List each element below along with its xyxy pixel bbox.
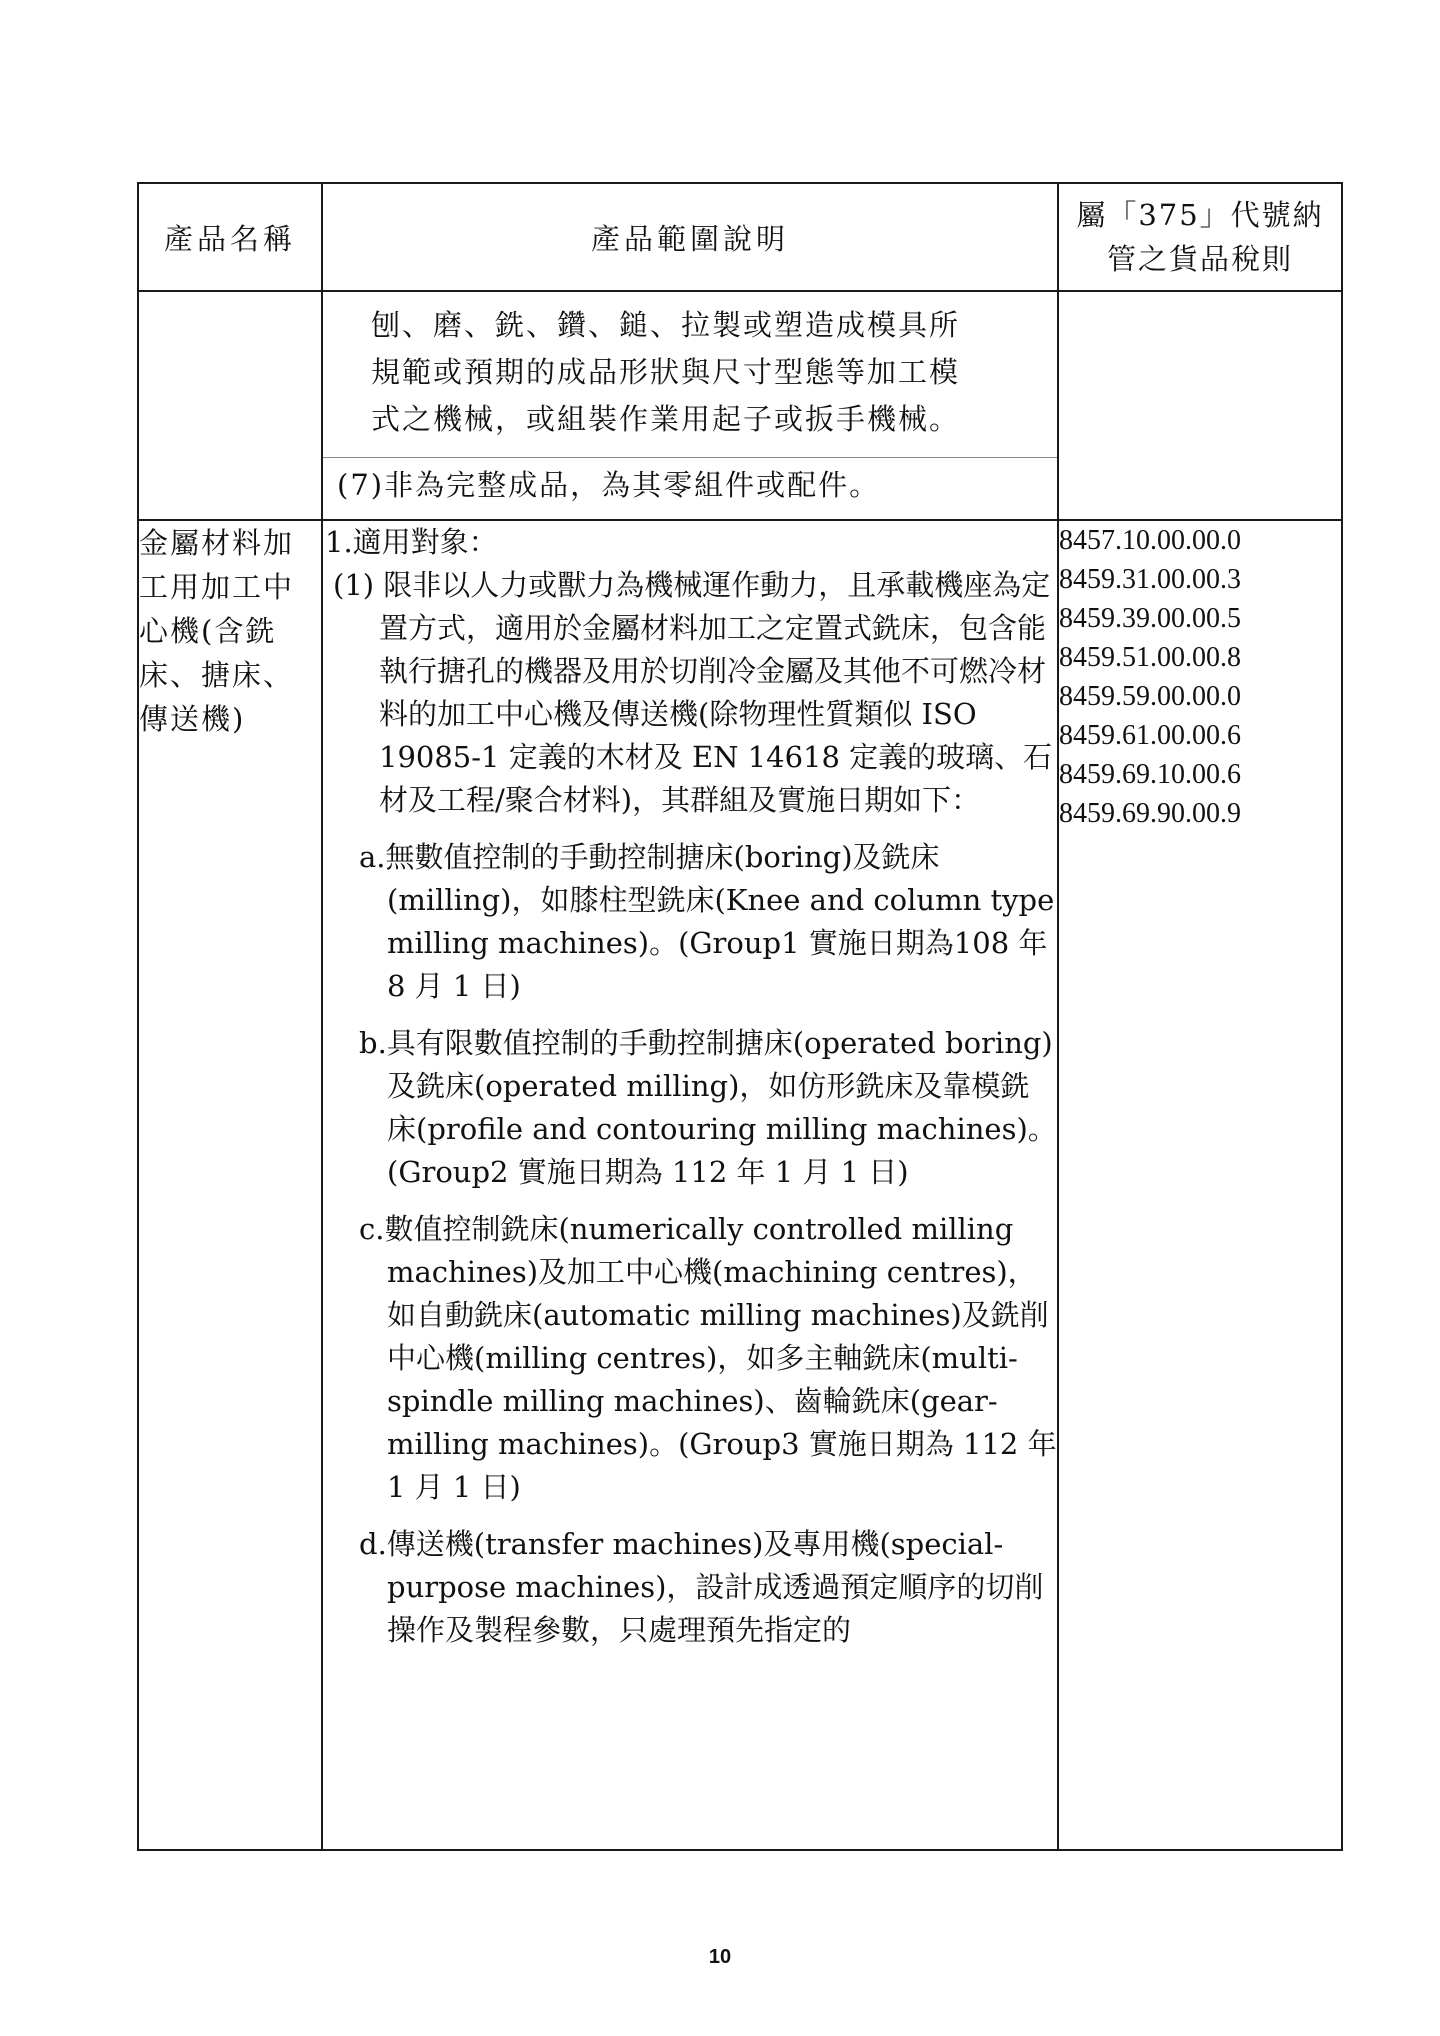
header-tariff (1058, 183, 1342, 291)
continuation-name-cell (138, 291, 322, 520)
scope-item-1: (1) 限非以人力或獸力為機械運作動力，且承載機座為定置方式，適用於金屬材料加工之定置式銑床，包含能執行搪孔的機器及用於切削冷金屬及其他不可燃冷材料的加工中心機及傳送機(除物理性質類似 ISO 19085-1 定義的木材及 EN 14618 定義的玻璃、石材及工程/聚合材料)，其群組及實施日期如下： (333, 568, 1053, 817)
table-header-row (138, 183, 1342, 291)
applicable-heading: 1.適用對象： (325, 525, 498, 559)
page-number: 10 (708, 1946, 732, 1968)
product-scope-cell (322, 520, 1058, 1850)
product-name-cell: 金屬材料加工用加工中心機(含銑床、搪床、傳送機) (138, 520, 322, 1850)
continuation-tariff-cell (1058, 291, 1342, 520)
tariff-code: 8459.31.00.00.3 (1059, 564, 1241, 595)
tariff-codes-cell (1058, 520, 1342, 1850)
header-product-name: 產品名稱 (138, 183, 322, 291)
header-tariff-line1: 屬「375」代號納 (1076, 198, 1324, 232)
continuation-text (323, 292, 1057, 451)
scope-sub-d: d.傳送機(transfer machines)及專用機(special-purpose machines)，設計成透過預定順序的切削操作及製程參數，只處理預先指定的 (359, 1527, 1044, 1647)
continuation-line: 刨、磨、銑、鑽、鎚、拉製或塑造成模具所 (371, 308, 961, 342)
tariff-code: 8459.69.10.00.6 (1059, 759, 1241, 790)
scope-sub-c: c.數值控制銑床(numerically controlled milling machines)及加工中心機(machining centres)，如自動銑床(automatic milling machines)及銑削中心機(milling centres)，如多主軸銑床(multi-spindle milling machines)、齒輪銑床(gear-milling machines)。(Group3 實施日期為 112 年 1 月 1 日) (359, 1212, 1057, 1504)
continuation-line: 式之機械，或組裝作業用起子或扳手機械。 (371, 402, 961, 436)
header-scope: 產品範圍說明 (322, 183, 1058, 291)
scope-sub-b: b.具有限數值控制的手動控制搪床(operated boring) 及銑床(operated milling)，如仿形銑床及靠模銑床(profile and contouring milling machines)。(Group2 實施日期為 112 年 1 月 1 日) (359, 1026, 1057, 1189)
continuation-note: (7)非為完整成品，為其零組件或配件。 (323, 457, 1057, 519)
tariff-code: 8459.61.00.00.6 (1059, 720, 1241, 751)
tariff-code: 8459.69.90.00.9 (1059, 798, 1241, 829)
tariff-code: 8457.10.00.00.0 (1059, 525, 1241, 556)
table-row-continuation (138, 291, 1342, 520)
table-row-machining-centres (138, 520, 1342, 1850)
tariff-code: 8459.39.00.00.5 (1059, 603, 1241, 634)
continuation-line: 規範或預期的成品形狀與尺寸型態等加工模 (371, 355, 961, 389)
continuation-scope-cell (322, 291, 1058, 520)
tariff-code: 8459.51.00.00.8 (1059, 642, 1241, 673)
product-table (137, 182, 1343, 1851)
scope-sub-a: a.無數值控制的手動控制搪床(boring)及銑床(milling)，如膝柱型銑床(Knee and column type milling machines)。(Group1 實施日期為108 年 8 月 1 日) (359, 840, 1055, 1003)
tariff-code: 8459.59.00.00.0 (1059, 681, 1241, 712)
header-tariff-line2: 管之貨品稅則 (1106, 242, 1293, 276)
